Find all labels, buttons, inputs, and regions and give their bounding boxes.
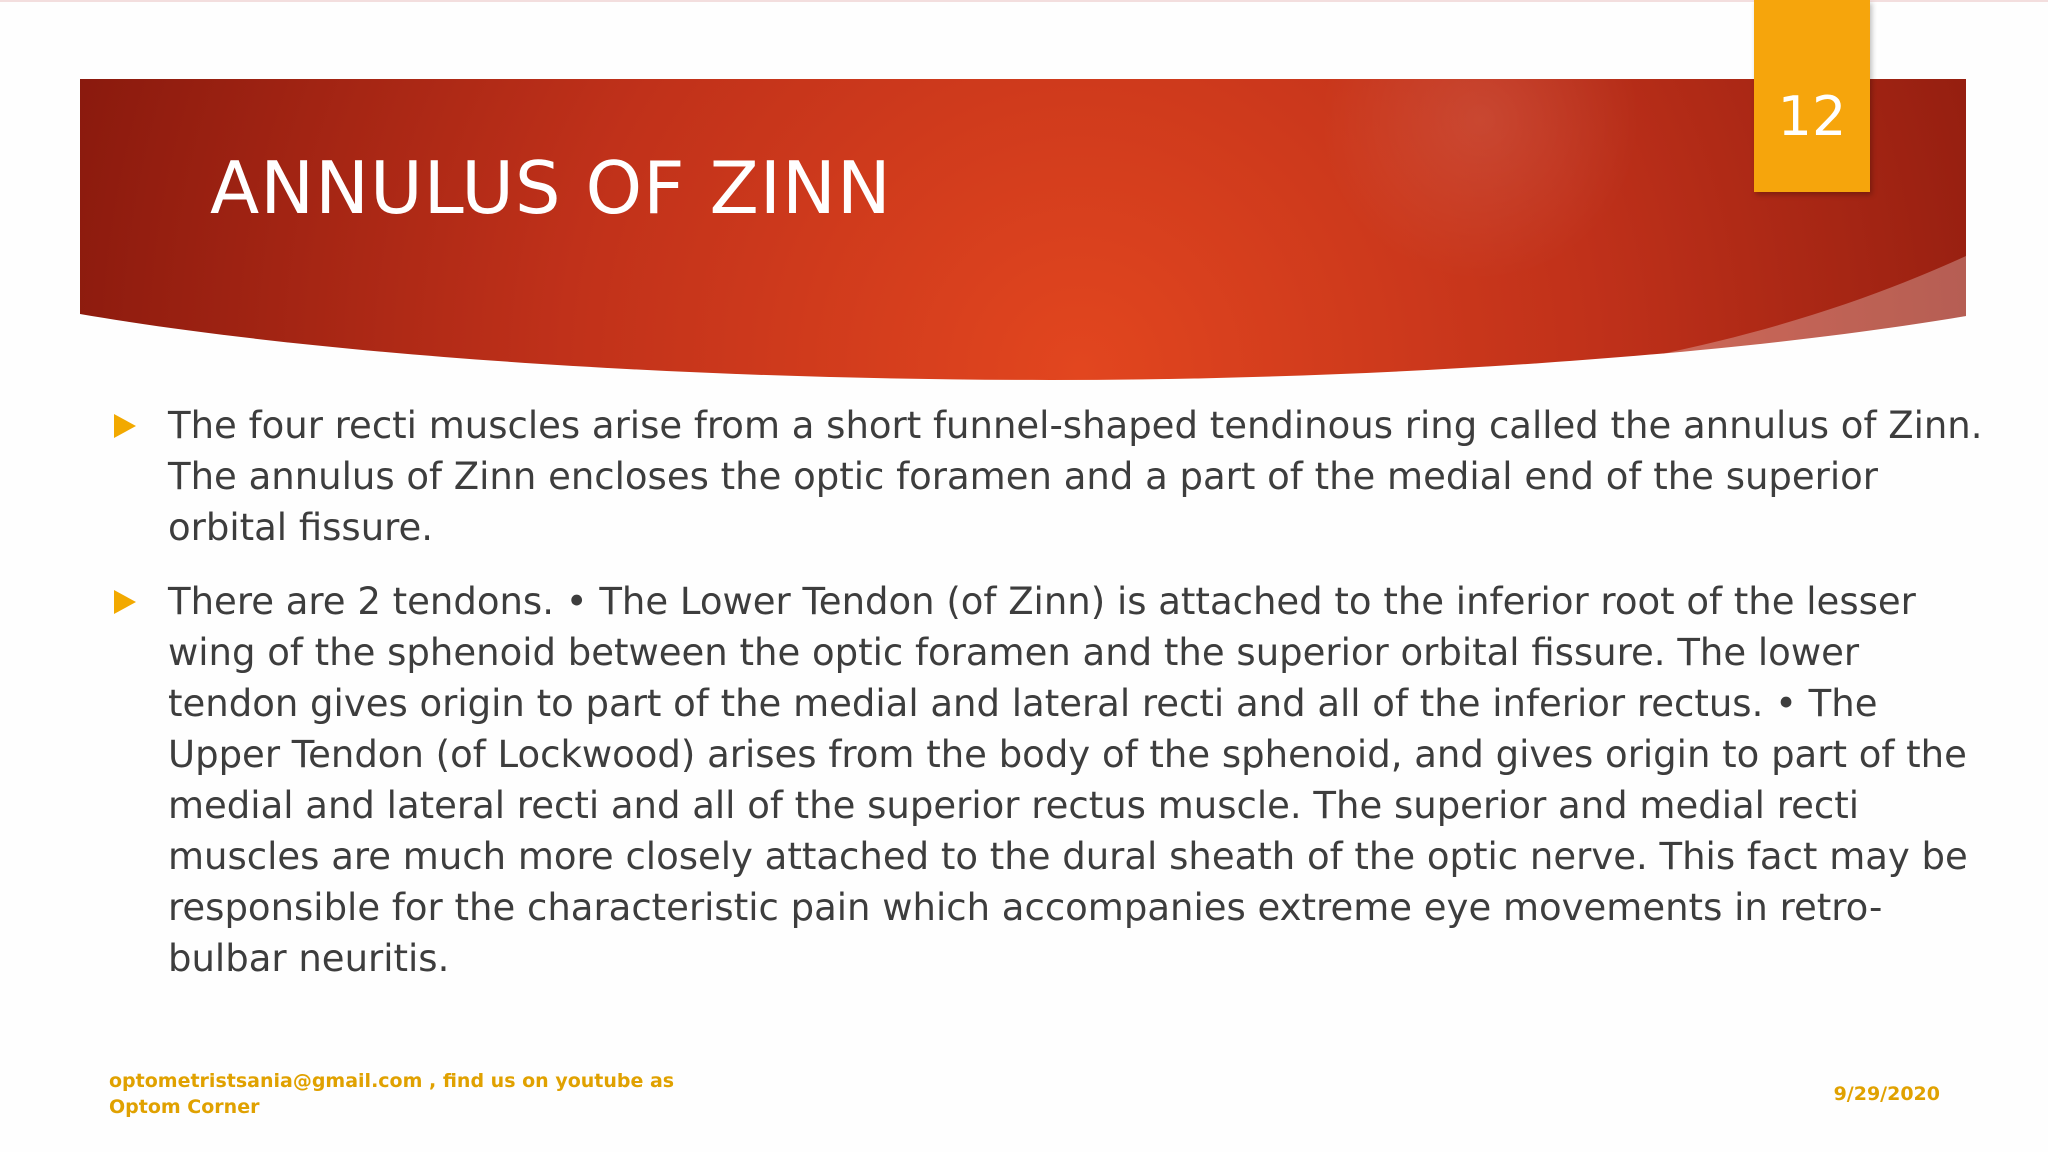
bullet-item [108,576,1988,984]
footer-contact: optometristsania@gmail.com , find us on youtube as Optom Corner [109,1070,675,1118]
triangle-right-icon [114,590,136,614]
slide-number: 12 [1777,85,1847,148]
bullet-text: The four recti muscles arise from a short funnel-shaped tendinous ring called the annulus of Zinn. The annulus of Zinn encloses the optic foramen and a part of the medial end of the superior orbital fissure. [168,404,1983,549]
bullet-list [108,400,1988,984]
triangle-right-icon [114,414,136,438]
footer-date: 9/29/2020 [1833,1083,1940,1105]
slide-number-tab [1754,0,1870,192]
bullet-text: There are 2 tendons. • The Lower Tendon (of Zinn) is attached to the inferior root of the lesser wing of the sphenoid between the optic foramen and the superior orbital fissure. The lower tendon gives origin to part of the medial and lateral recti and all of the inferior rectus. • The Upper Tendon (of Lockwood) arises from the body of the sphenoid, and gives origin to part of the medial and lateral recti and all of the superior rectus muscle. The superior and medial recti muscles are much more closely attached to the dural sheath of the optic nerve. This fact may be responsible for the characteristic pain which accompanies extreme eye movements in retro-bulbar neuritis. [168,580,1968,980]
bullet-item [108,400,1988,553]
slide-title: ANNULUS OF ZINN [210,146,892,230]
